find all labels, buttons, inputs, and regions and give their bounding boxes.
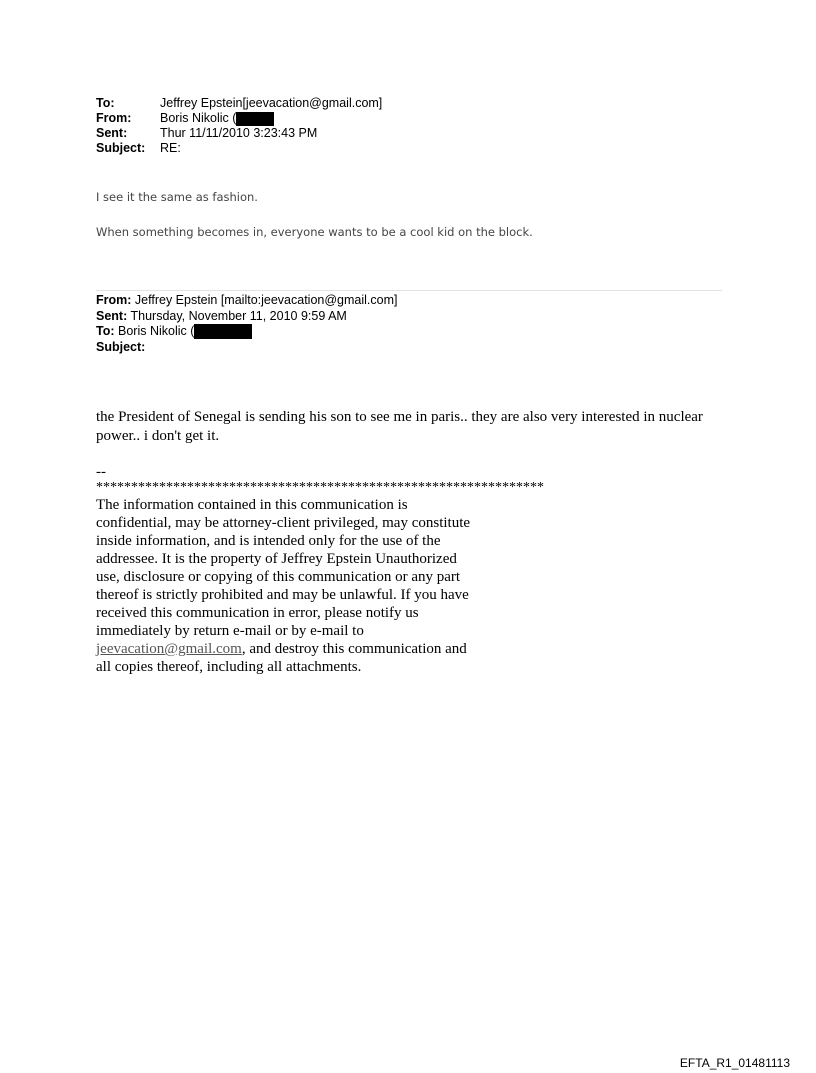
- signature-stars: ****************************************************************: [96, 480, 544, 495]
- quoted-from-label: From:: [96, 293, 132, 307]
- reply-line-2: When something becomes in, everyone wants to be a cool kid on the block.: [96, 225, 533, 239]
- quoted-to-value: Boris Nikolic (: [118, 324, 195, 338]
- header-sent-row: [96, 126, 382, 141]
- signature-block: [96, 464, 736, 676]
- quoted-subject-label: Subject:: [96, 339, 146, 354]
- header-from-row: [96, 111, 382, 126]
- sent-label: Sent:: [96, 126, 128, 140]
- disclaimer-text: [96, 496, 476, 676]
- to-label: To:: [96, 96, 115, 110]
- redaction-box: [194, 324, 252, 339]
- quoted-sent-value: Thursday, November 11, 2010 9:59 AM: [130, 308, 347, 323]
- quoted-from-row: [96, 293, 397, 309]
- separator-rule: [96, 290, 722, 291]
- subject-label: Subject:: [96, 141, 146, 155]
- header-to-row: [96, 96, 382, 111]
- header-subject-row: [96, 141, 382, 156]
- document-id: EFTA_R1_01481113: [679, 1056, 790, 1070]
- quoted-to-row: [96, 324, 397, 340]
- quoted-subject-row: [96, 340, 397, 356]
- from-value: [160, 111, 274, 126]
- to-value: Jeffrey Epstein[jeevacation@gmail.com]: [160, 96, 383, 110]
- quoted-header: [96, 293, 397, 355]
- disclaimer-pre: The information contained in this communication is confidential, may be attorney-client privileged, may constitute inside information, and is intended only for the use of the addressee. It is the property of Jeffrey Epstein Unauthorized use, disclosure or copying of this communication or any part thereof is strictly prohibited and may be unlawful. If you have received this communication in error, please notify us immediately by return e-mail or by e-mail to: [96, 497, 471, 639]
- redaction-box: [236, 112, 274, 126]
- original-message: the President of Senegal is sending his son to see me in paris.. they are also very interested in nuclear power.. i don't get it.: [96, 409, 703, 444]
- quoted-sent-label: Sent:: [96, 308, 128, 323]
- email-header: [96, 96, 382, 156]
- reply-line-1: I see it the same as fashion.: [96, 190, 258, 204]
- from-name: Boris Nikolic (: [160, 111, 237, 125]
- subject-value: RE:: [160, 141, 181, 155]
- quoted-sent-row: [96, 309, 397, 325]
- from-label: From:: [96, 111, 132, 125]
- email-link[interactable]: jeevacation@gmail.com: [96, 641, 242, 657]
- signature-dashes: --: [96, 464, 106, 480]
- disclaimer-post: , and destroy this communication and all copies thereof, including all attachments.: [96, 641, 467, 675]
- quoted-to-label: To:: [96, 324, 115, 338]
- quoted-from-value: Jeffrey Epstein [mailto:jeevacation@gmail.com]: [134, 293, 398, 307]
- sent-value: Thur 11/11/2010 3:23:43 PM: [160, 126, 318, 140]
